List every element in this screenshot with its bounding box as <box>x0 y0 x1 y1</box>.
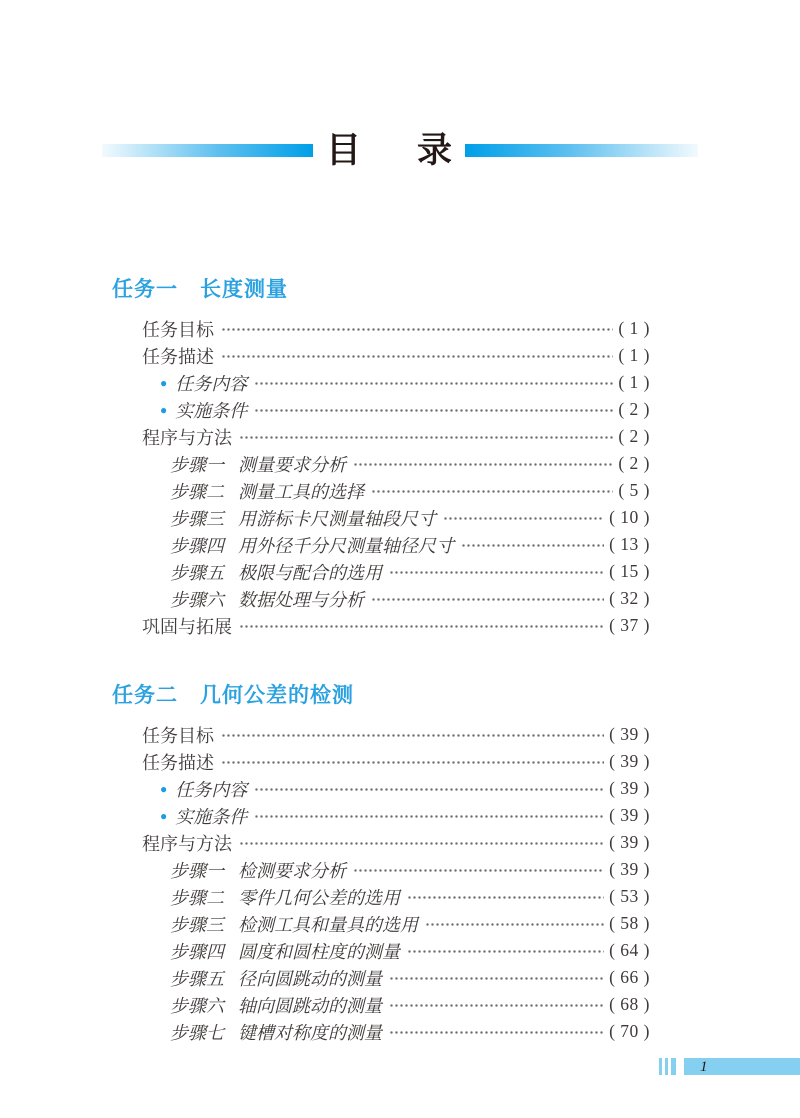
dot-leader <box>254 802 604 829</box>
toc-entry <box>112 450 650 477</box>
entry-label: 任务内容 <box>175 373 248 394</box>
entry-page-number: ( 58 ) <box>609 913 650 933</box>
entry-label: 圆度和圆柱度的测量 <box>238 941 400 962</box>
title-rule-right <box>465 144 698 157</box>
entry-page-number: ( 2 ) <box>618 426 650 446</box>
dot-leader <box>371 477 613 504</box>
entry-page-number: ( 15 ) <box>609 561 650 581</box>
footer-bar-icon <box>671 1058 676 1075</box>
toc-entry <box>112 937 650 964</box>
toc-entry <box>112 369 650 396</box>
entry-label: 用外径千分尺测量轴径尺寸 <box>238 535 454 556</box>
entry-label: 测量工具的选择 <box>238 481 364 502</box>
entry-page-number: ( 2 ) <box>618 399 650 419</box>
entry-step-label: 步骤一 <box>170 454 224 475</box>
entry-page-number: ( 1 ) <box>618 345 650 365</box>
entry-page-number: ( 68 ) <box>609 994 650 1014</box>
entry-label: 用游标卡尺测量轴段尺寸 <box>238 508 436 529</box>
toc-entry <box>112 748 650 775</box>
entry-label: 实施条件 <box>175 400 248 421</box>
footer-accent-bars <box>659 1058 679 1075</box>
dot-leader <box>389 1018 604 1045</box>
footer-page-number: 1 <box>700 1059 708 1075</box>
page-title: 目 <box>325 130 361 170</box>
entry-label: 任务目标 <box>142 725 214 746</box>
entry-label: 实施条件 <box>175 806 248 827</box>
toc-section <box>112 681 650 1045</box>
dot-leader <box>389 558 604 585</box>
entry-label: 任务描述 <box>142 752 214 773</box>
entry-label: 测量要求分析 <box>238 454 346 475</box>
dot-leader <box>221 315 613 342</box>
entry-page-number: ( 1 ) <box>618 372 650 392</box>
entry-step-label: 步骤三 <box>170 508 224 529</box>
entry-label: 键槽对称度的测量 <box>238 1022 382 1043</box>
entry-page-number: ( 5 ) <box>618 480 650 500</box>
toc-entry <box>112 991 650 1018</box>
footer-bar-icon <box>665 1058 668 1075</box>
toc <box>112 275 650 1045</box>
toc-entry <box>112 856 650 883</box>
toc-entry <box>112 964 650 991</box>
entry-step-label: 步骤五 <box>170 968 224 989</box>
dot-leader <box>389 991 604 1018</box>
page-title-band <box>0 128 800 172</box>
entry-label: 任务内容 <box>175 779 248 800</box>
dot-leader <box>221 748 604 775</box>
entry-page-number: ( 13 ) <box>609 534 650 554</box>
entry-step-label: 步骤五 <box>170 562 224 583</box>
dot-leader <box>461 531 604 558</box>
dot-leader <box>407 883 604 910</box>
entry-step-label: 步骤三 <box>170 914 224 935</box>
entry-step-label: 步骤六 <box>170 589 224 610</box>
toc-entry <box>112 721 650 748</box>
footer-bar-icon <box>659 1058 662 1075</box>
entry-step-label: 步骤七 <box>170 1022 224 1043</box>
bullet-icon: ● <box>160 375 168 390</box>
bullet-icon: ● <box>160 808 168 823</box>
section-heading: 任务一 长度测量 <box>112 278 288 301</box>
dot-leader <box>221 342 613 369</box>
dot-leader <box>443 504 604 531</box>
dot-leader <box>254 369 613 396</box>
entry-step-label: 步骤四 <box>170 941 224 962</box>
page-title: 录 <box>417 130 453 170</box>
toc-entry <box>112 775 650 802</box>
entry-label: 零件几何公差的选用 <box>238 887 400 908</box>
entry-step-label: 步骤四 <box>170 535 224 556</box>
entry-label: 径向圆跳动的测量 <box>238 968 382 989</box>
entry-page-number: ( 39 ) <box>609 751 650 771</box>
entry-page-number: ( 1 ) <box>618 318 650 338</box>
entry-label: 极限与配合的选用 <box>238 562 382 583</box>
dot-leader <box>239 423 613 450</box>
dot-leader <box>371 585 604 612</box>
toc-section <box>112 275 650 639</box>
entry-step-label: 步骤六 <box>170 995 224 1016</box>
bullet-icon: ● <box>160 402 168 417</box>
toc-entry <box>112 612 650 639</box>
dot-leader <box>389 964 604 991</box>
entry-page-number: ( 37 ) <box>609 615 650 635</box>
dot-leader <box>239 612 604 639</box>
section-heading: 任务二 几何公差的检测 <box>112 684 354 707</box>
entry-page-number: ( 39 ) <box>609 805 650 825</box>
toc-entry <box>112 558 650 585</box>
entry-label: 检测工具和量具的选用 <box>238 914 418 935</box>
toc-entry <box>112 585 650 612</box>
entry-label: 数据处理与分析 <box>238 589 364 610</box>
entry-page-number: ( 39 ) <box>609 778 650 798</box>
title-rule-left <box>102 144 313 157</box>
toc-entry <box>112 396 650 423</box>
toc-entry <box>112 423 650 450</box>
footer-strip <box>684 1058 800 1075</box>
toc-entry <box>112 531 650 558</box>
entry-label: 检测要求分析 <box>238 860 346 881</box>
dot-leader <box>425 910 604 937</box>
bullet-icon: ● <box>160 781 168 796</box>
toc-entry <box>112 477 650 504</box>
entry-step-label: 步骤一 <box>170 860 224 881</box>
toc-entry <box>112 802 650 829</box>
toc-entry <box>112 910 650 937</box>
dot-leader <box>407 937 604 964</box>
dot-leader <box>254 775 604 802</box>
entry-step-label: 步骤二 <box>170 481 224 502</box>
entry-label: 任务描述 <box>142 346 214 367</box>
entry-page-number: ( 39 ) <box>609 859 650 879</box>
entry-page-number: ( 66 ) <box>609 967 650 987</box>
entry-page-number: ( 64 ) <box>609 940 650 960</box>
toc-entry <box>112 1018 650 1045</box>
toc-entry <box>112 883 650 910</box>
entry-page-number: ( 39 ) <box>609 832 650 852</box>
toc-entry <box>112 504 650 531</box>
entry-label: 程序与方法 <box>142 427 232 448</box>
dot-leader <box>353 856 604 883</box>
toc-entry <box>112 342 650 369</box>
dot-leader <box>221 721 604 748</box>
dot-leader <box>254 396 613 423</box>
entry-step-label: 步骤二 <box>170 887 224 908</box>
entry-page-number: ( 2 ) <box>618 453 650 473</box>
entry-label: 任务目标 <box>142 319 214 340</box>
entry-page-number: ( 10 ) <box>609 507 650 527</box>
dot-leader <box>353 450 613 477</box>
toc-entry <box>112 829 650 856</box>
dot-leader <box>239 829 604 856</box>
entry-label: 轴向圆跳动的测量 <box>238 995 382 1016</box>
entry-label: 程序与方法 <box>142 833 232 854</box>
entry-page-number: ( 32 ) <box>609 588 650 608</box>
toc-entry <box>112 315 650 342</box>
entry-page-number: ( 39 ) <box>609 724 650 744</box>
entry-label: 巩固与拓展 <box>142 616 232 637</box>
entry-page-number: ( 53 ) <box>609 886 650 906</box>
entry-page-number: ( 70 ) <box>609 1021 650 1041</box>
